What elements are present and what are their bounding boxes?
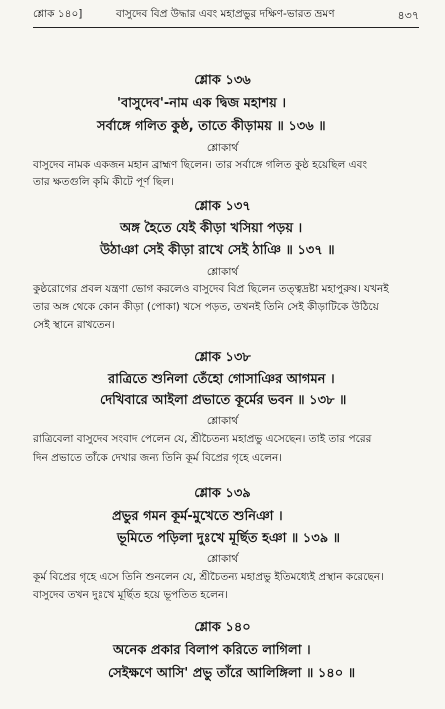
translation-line: বাসুদেব তখন দুঃখে মূর্ছিত হয়ে ভূপতিত হলেন। — [33, 589, 228, 601]
translation-caption: শ্লোকার্থ — [206, 266, 239, 278]
translation-line: তার ক্ষতগুলি কৃমি কীটে পূর্ণ ছিল। — [33, 176, 174, 188]
translation-line: তার অঙ্গ থেকে কোন কীড়া (পোকা) খসে পড়ত, তখনই তিনি সেই কীড়াটিকে উঠিয়ে — [33, 301, 379, 313]
translation-line: কূর্ম বিপ্রের গৃহে এসে তিনি শুনলেন যে, শ্রীচৈতন্য মহাপ্রভু ইতিমধ্যেই প্রস্থান করেছেন। — [33, 571, 384, 583]
verse-line: উঠাঞা সেই কীড়া রাখে সেই ঠাঞি ॥ ১৩৭ ॥ — [100, 243, 335, 258]
translation-line: সেই স্থানে রাখতেন। — [33, 319, 115, 331]
verse-line: অনেক প্রকার বিলাপ করিতে লাগিলা । — [113, 643, 311, 658]
translation-line: কুষ্ঠরোগের প্রবল যন্ত্রণা ভোগ করলেও বাসুদেব বিপ্র ছিলেন তত্ত্বদ্রষ্টা মহাপুরুষ। যখনই — [33, 283, 389, 295]
translation-caption: শ্লোকার্থ — [206, 553, 239, 565]
translation-caption: শ্লোকার্থ — [206, 142, 239, 154]
translation-line: রাত্রিবেলা বাসুদেব সংবাদ পেলেন যে, শ্রীচৈতন্য মহাপ্রভু এসেছেন। তাই তার পরের — [33, 433, 372, 445]
header-chapter-title: বাসুদেব বিপ্র উদ্ধার এবং মহাপ্রভুর দক্ষিণ-ভারত ভ্রমণ — [116, 8, 335, 20]
header-verse-range: শ্লোক ১৪০] — [33, 8, 83, 20]
translation-caption: শ্লোকার্থ — [206, 415, 239, 427]
translation-line: বাসুদেব নামক একজন মহান ব্রাহ্মণ ছিলেন। তার সর্বাঙ্গে গলিত কুষ্ঠ হয়েছিল এবং — [33, 159, 368, 171]
verse-heading: শ্লোক ১৩৭ — [194, 199, 251, 214]
verse-heading: শ্লোক ১৩৯ — [194, 486, 251, 501]
verse-line: সেইক্ষণে আসি' প্রভু তাঁরে আলিঙ্গিলা ॥ ১৪০ ॥ — [108, 666, 356, 681]
verse-line: রাত্রিতে শুনিলা তেঁহো গোসাঞির আগমন । — [108, 372, 335, 387]
verse-line: ভূমিতে পড়িলা দুঃখে মূর্ছিত হঞা ॥ ১৩৯ ॥ — [117, 531, 341, 546]
verse-line: অঙ্গ হৈতে যেই কীড়া খসিয়া পড়য় । — [120, 221, 303, 236]
running-header — [0, 0, 445, 32]
verse-heading: শ্লোক ১৩৮ — [194, 350, 251, 365]
verse-line: দেখিবারে আইলা প্রভাতে কূর্মের ভবন ॥ ১৩৮ ॥ — [100, 393, 347, 408]
translation-line: দিন প্রভাতে তাঁকে দেখার জন্য তিনি কূর্ম বিপ্রের গৃহে এলেন। — [33, 452, 282, 464]
page-number: ৪৩৭ — [397, 9, 419, 22]
verse-heading: শ্লোক ১৪০ — [194, 620, 251, 635]
verse-heading: শ্লোক ১৩৬ — [194, 73, 251, 88]
verse-line: 'বাসুদেব'-নাম এক দ্বিজ মহাশয় । — [117, 96, 286, 111]
header-rule — [33, 27, 419, 28]
verse-line: প্রভুর গমন কূর্ম-মুখেতে শুনিঞা । — [112, 509, 283, 524]
verse-line: সর্বাঙ্গে গলিত কুষ্ঠ, তাতে কীড়াময় ॥ ১৩৬ ॥ — [97, 119, 326, 134]
